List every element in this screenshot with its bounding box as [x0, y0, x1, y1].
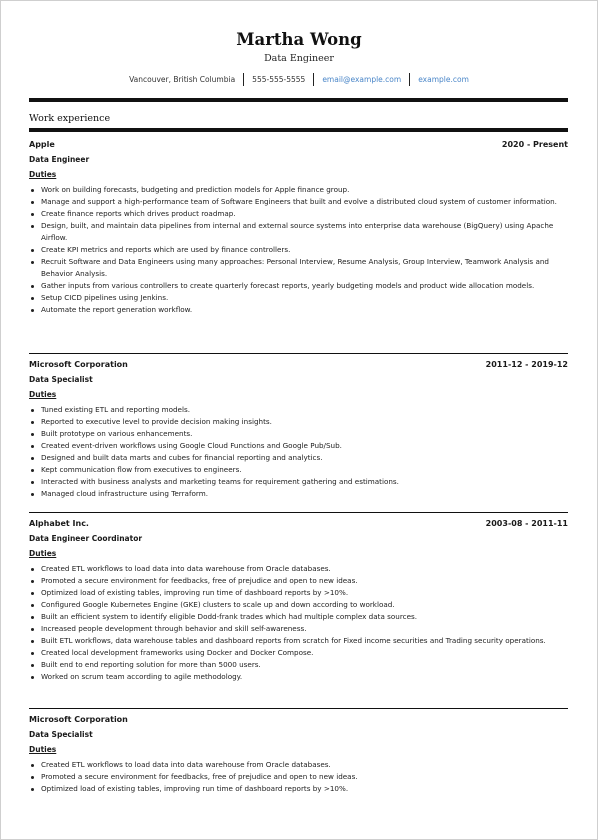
job-company: Microsoft Corporation	[29, 360, 128, 369]
section-bottom-rule	[29, 128, 568, 132]
job-bullet: Create finance reports which drives product roadmap.	[41, 208, 568, 220]
job-role: Data Engineer Coordinator	[29, 534, 143, 543]
job-duties-label: Duties	[29, 549, 57, 558]
job-company: Microsoft Corporation	[29, 715, 128, 724]
job-bullet: Create KPI metrics and reports which are used by finance controllers.	[41, 244, 568, 256]
job-bullet: Created local development frameworks using Docker and Docker Compose.	[41, 647, 568, 659]
section-top-rule	[29, 98, 568, 102]
job-bullet: Worked on scrum team according to agile methodology.	[41, 671, 568, 683]
job-bullet: Recruit Software and Data Engineers using many approaches: Personal Interview, Resume Analysis, Group Interview, Teamwork Analysis and Behavior Analysis.	[41, 256, 568, 280]
job-role: Data Engineer	[29, 155, 90, 164]
job-bullet: Created event-driven workflows using Google Cloud Functions and Google Pub/Sub.	[41, 440, 568, 452]
job-company: Apple	[29, 140, 55, 149]
job-role: Data Specialist	[29, 730, 93, 739]
job-duties-label: Duties	[29, 170, 57, 179]
contact-website-link[interactable]: example.com	[418, 75, 469, 84]
job-bullet: Optimized load of existing tables, improving run time of dashboard reports by >10%.	[41, 587, 568, 599]
job-bullet-list	[29, 759, 568, 795]
job-entry	[29, 360, 568, 500]
job-bullet: Work on building forecasts, budgeting and prediction models for Apple finance group.	[41, 184, 568, 196]
job-divider	[29, 708, 568, 709]
job-bullet: Built an efficient system to identify eligible Dodd-frank trades which had multiple complex data sources.	[41, 611, 568, 623]
job-company: Alphabet Inc.	[29, 519, 89, 528]
contact-email-link[interactable]: email@example.com	[322, 75, 402, 84]
contact-bar	[1, 73, 597, 86]
job-duties-label: Duties	[29, 745, 57, 754]
job-bullet: Manage and support a high-performance team of Software Engineers that built and evolve a distributed cloud system of customer information.	[41, 196, 568, 208]
contact-location: Vancouver, British Columbia	[129, 75, 236, 84]
job-bullet: Interacted with business analysts and marketing teams for requirement gathering and estimations.	[41, 476, 568, 488]
candidate-name: Martha Wong	[236, 30, 362, 49]
job-bullet: Built ETL workflows, data warehouse tables and dashboard reports from scratch for Fixed income securities and Trading security operations.	[41, 635, 568, 647]
job-entry	[29, 519, 568, 683]
job-bullet: Design, built, and maintain data pipelines from internal and external source systems into enterprise data warehouse (BigQuery) using Apache Airflow.	[41, 220, 568, 244]
job-bullet: Managed cloud infrastructure using Terraform.	[41, 488, 568, 500]
job-duties-label: Duties	[29, 390, 57, 399]
job-bullet-list	[29, 563, 568, 683]
job-bullet: Created ETL workflows to load data into data warehouse from Oracle databases.	[41, 759, 568, 771]
candidate-title: Data Engineer	[264, 53, 334, 64]
job-entry	[29, 715, 568, 795]
job-role: Data Specialist	[29, 375, 93, 384]
job-dates: 2020 - Present	[501, 140, 568, 149]
job-bullet: Promoted a secure environment for feedbacks, free of prejudice and open to new ideas.	[41, 575, 568, 587]
section-title-work: Work experience	[29, 113, 111, 124]
job-bullet: Tuned existing ETL and reporting models.	[41, 404, 568, 416]
contact-phone: 555-555-5555	[252, 75, 306, 84]
job-bullet: Reported to executive level to provide decision making insights.	[41, 416, 568, 428]
job-bullet: Increased people development through behavior and skill self-awareness.	[41, 623, 568, 635]
job-bullet-list	[29, 184, 568, 316]
job-bullet: Setup CICD pipelines using Jenkins.	[41, 292, 568, 304]
job-bullet: Promoted a secure environment for feedbacks, free of prejudice and open to new ideas.	[41, 771, 568, 783]
job-bullet: Optimized load of existing tables, improving run time of dashboard reports by >10%.	[41, 783, 568, 795]
job-bullet: Automate the report generation workflow.	[41, 304, 568, 316]
job-divider	[29, 512, 568, 513]
job-bullet: Gather inputs from various controllers to create quarterly forecast reports, yearly budgeting models and product wide allocation models.	[41, 280, 568, 292]
job-bullet: Designed and built data marts and cubes for financial reporting and analytics.	[41, 452, 568, 464]
job-dates: 2003-08 - 2011-11	[485, 519, 568, 528]
job-bullet: Created ETL workflows to load data into data warehouse from Oracle databases.	[41, 563, 568, 575]
job-bullet-list	[29, 404, 568, 500]
job-entry	[29, 140, 568, 316]
job-bullet: Built end to end reporting solution for more than 5000 users.	[41, 659, 568, 671]
job-bullet: Kept communication flow from executives to engineers.	[41, 464, 568, 476]
job-divider	[29, 353, 568, 354]
job-bullet: Configured Google Kubernetes Engine (GKE) clusters to scale up and down according to workload.	[41, 599, 568, 611]
job-bullet: Built prototype on various enhancements.	[41, 428, 568, 440]
job-dates: 2011-12 - 2019-12	[485, 360, 568, 369]
